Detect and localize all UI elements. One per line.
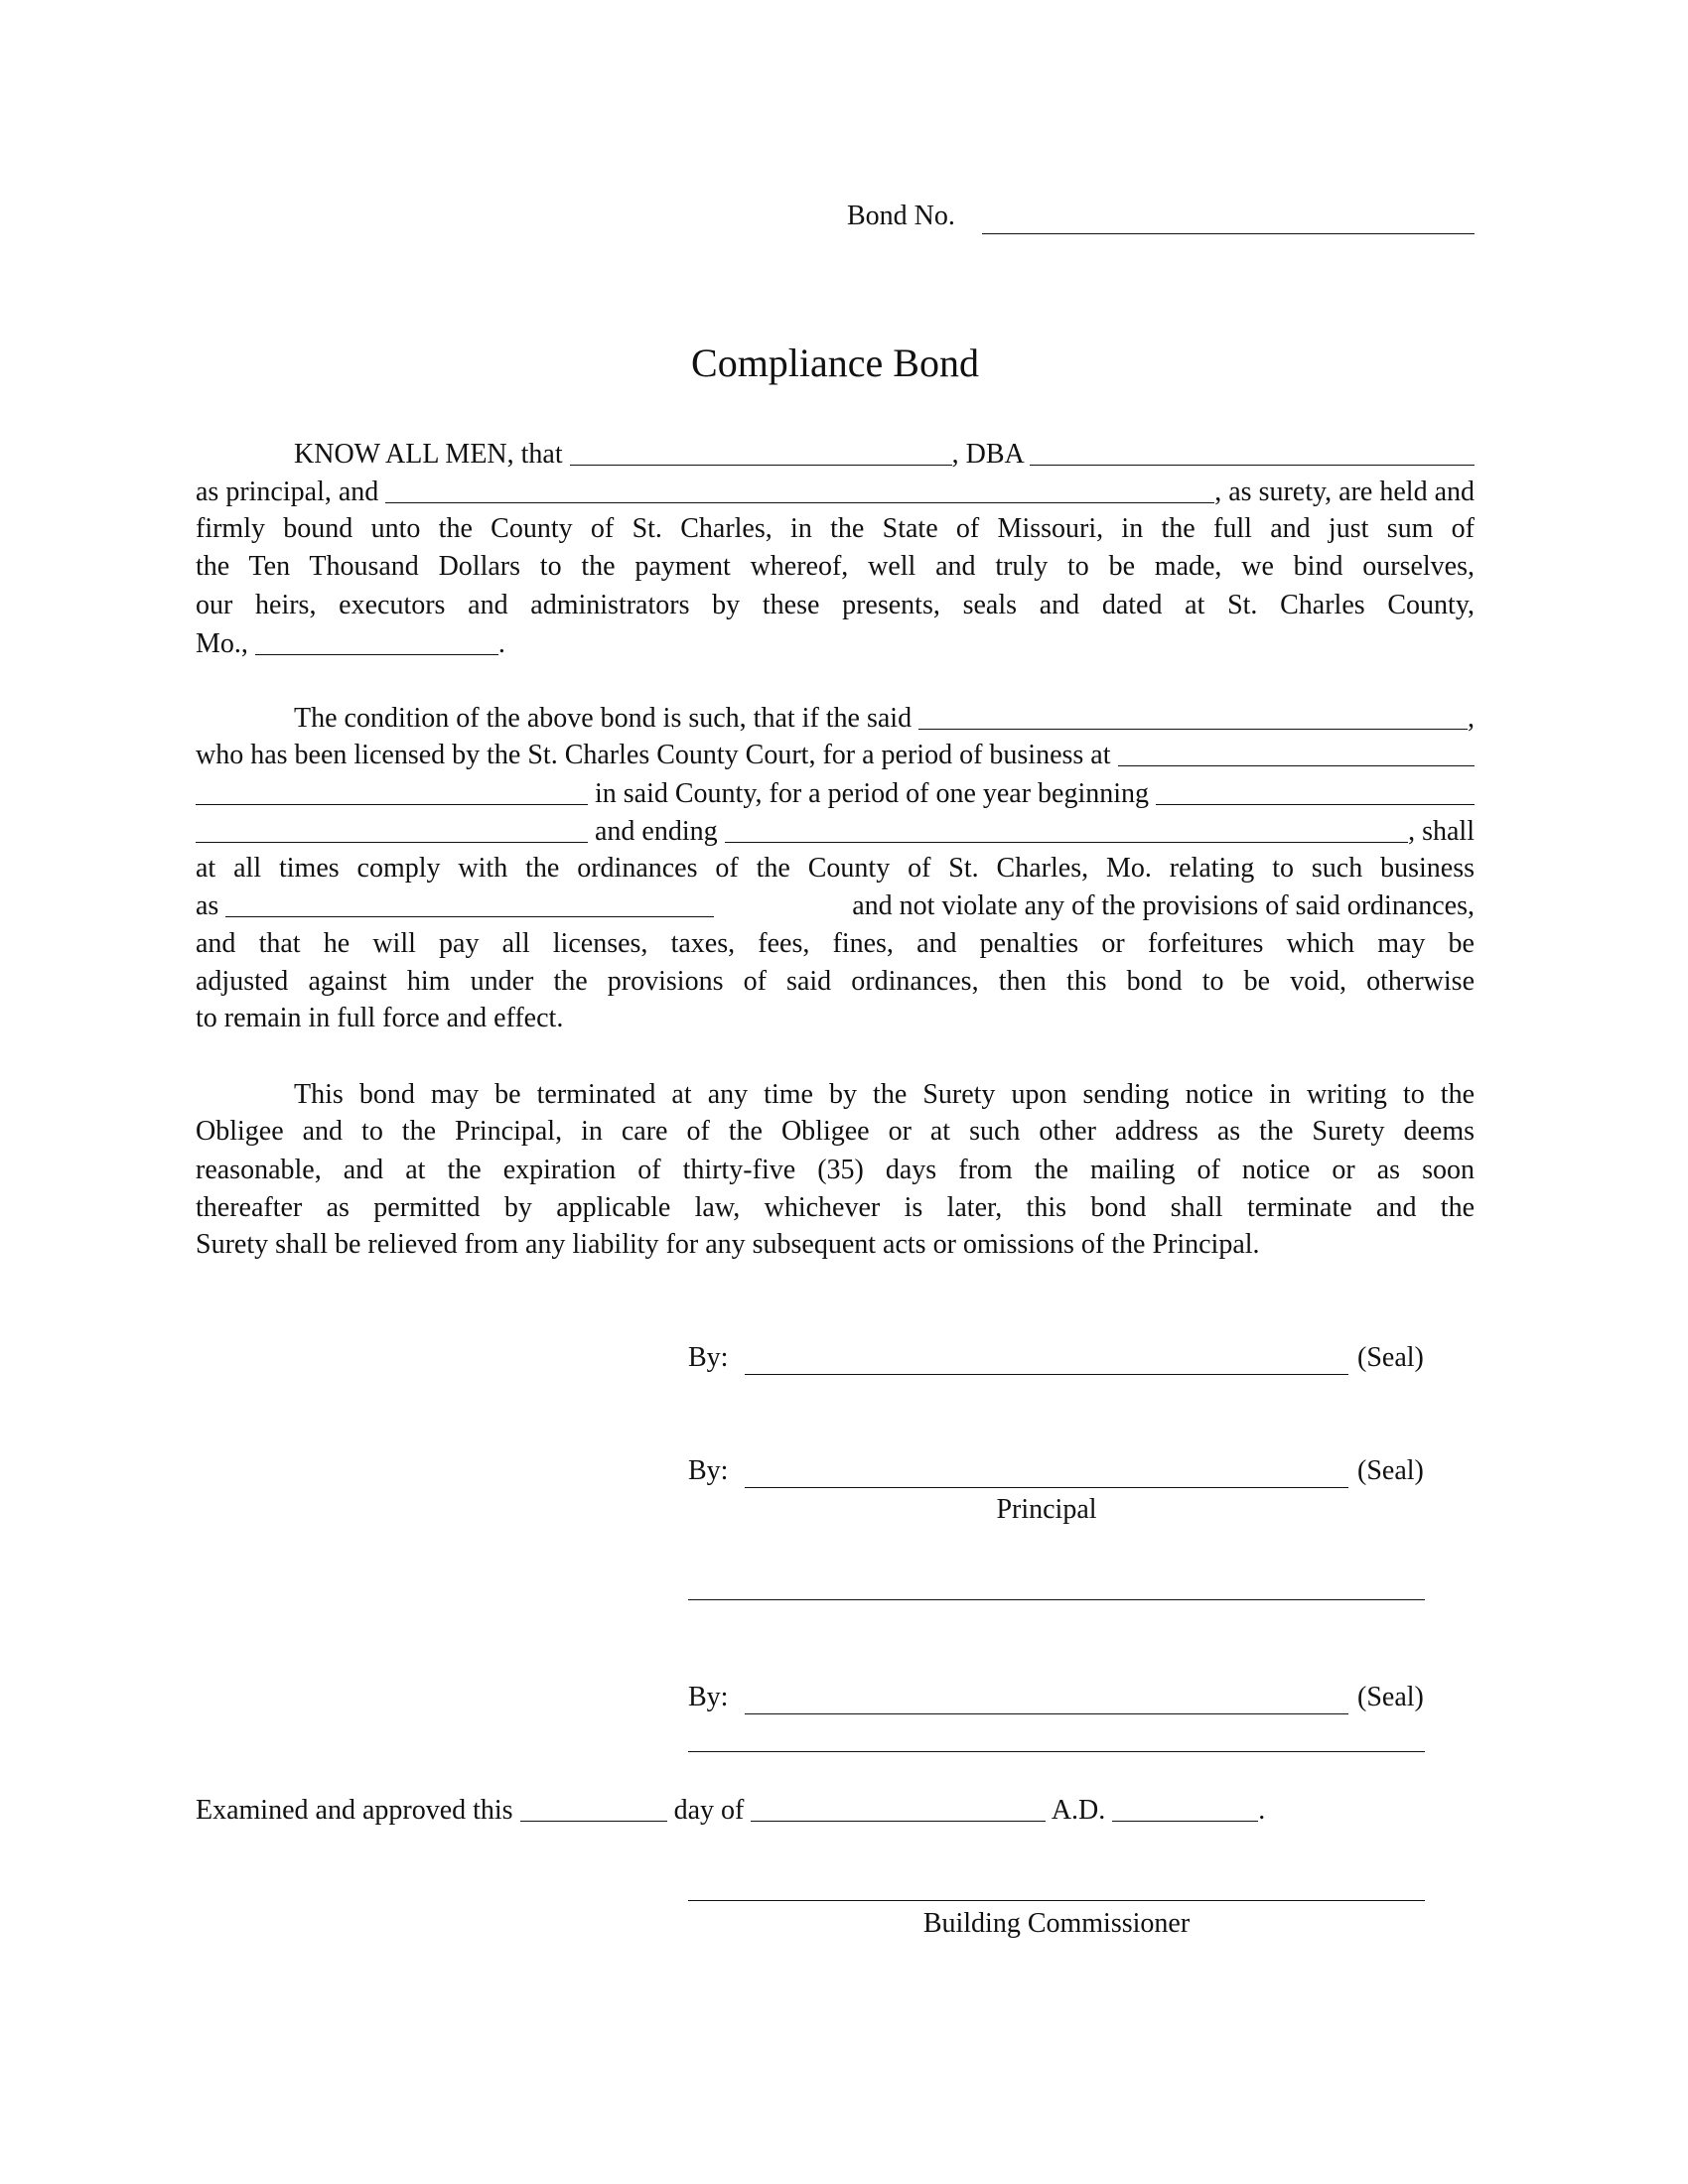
bond-no-field[interactable]: [982, 233, 1475, 234]
text: The condition of the above bond is such, that if the said: [294, 703, 919, 734]
seal-label-1: (Seal): [1357, 1342, 1424, 1373]
ending-date-field[interactable]: [725, 812, 1408, 843]
para2-line1: [196, 699, 1475, 739]
commissioner-label: Building Commissioner: [922, 1908, 1191, 1939]
surety-title-field[interactable]: [688, 1751, 1425, 1752]
approval-year-field[interactable]: [1112, 1791, 1258, 1822]
surety-field[interactable]: [385, 473, 1214, 503]
text: Examined and approved this: [196, 1795, 520, 1826]
by-label-3: By:: [688, 1682, 729, 1712]
para2-line3: [196, 774, 1475, 814]
business-address-field[interactable]: [1118, 736, 1476, 766]
principal-name-field[interactable]: [570, 435, 952, 466]
para3-line2: Obligee and to the Principal, in care of the Obligee or at such other address as the Surety deems: [196, 1116, 1475, 1147]
approval-month-field[interactable]: [751, 1791, 1046, 1822]
para3-line4: thereafter as permitted by applicable law, whichever is later, this bond shall terminate and the: [196, 1192, 1475, 1223]
approval-line: [196, 1791, 1265, 1831]
para2-line5: at all times comply with the ordinances of the County of St. Charles, Mo. relating to such business: [196, 853, 1475, 884]
document-title: Compliance Bond: [691, 341, 979, 385]
text: .: [497, 628, 505, 659]
para2-line9: to remain in full force and effect.: [196, 1003, 564, 1033]
text: day of: [666, 1795, 752, 1826]
beginning-date-field[interactable]: [1156, 774, 1475, 805]
beginning-date-field-2[interactable]: [196, 812, 588, 843]
signature-field-3[interactable]: [745, 1713, 1348, 1714]
para1-line4: the Ten Thousand Dollars to the payment whereof, well and truly to be made, we bind ourselves,: [196, 551, 1475, 582]
para2-line6: [196, 887, 1475, 926]
text: , DBA: [951, 439, 1031, 470]
approval-day-field[interactable]: [520, 1791, 667, 1822]
dba-field[interactable]: [1030, 435, 1475, 466]
licensee-field[interactable]: [918, 699, 1468, 730]
text: KNOW ALL MEN, that: [294, 439, 570, 470]
text: as: [196, 890, 226, 921]
business-address-field-2[interactable]: [196, 774, 588, 805]
text: .: [1258, 1795, 1266, 1826]
para2-line8: adjusted against him under the provisions of said ordinances, then this bond to be void, otherwise: [196, 966, 1475, 997]
para2-line2: [196, 736, 1475, 775]
text: and ending: [588, 816, 725, 847]
para3-line3: reasonable, and at the expiration of thirty-five (35) days from the mailing of notice or as soon: [196, 1155, 1475, 1185]
para1-line3: firmly bound unto the County of St. Charles, in the State of Missouri, in the full and just sum of: [196, 513, 1475, 544]
date-field[interactable]: [255, 624, 498, 655]
para2-line4: [196, 812, 1475, 852]
text: as principal, and: [196, 477, 386, 507]
text: , as surety, are held and: [1214, 477, 1475, 507]
para1-line2: [196, 473, 1475, 512]
text: A.D.: [1046, 1795, 1113, 1826]
para3-line5: Surety shall be relieved from any liability for any subsequent acts or omissions of the Principal.: [196, 1229, 1260, 1260]
para2-line7: and that he will pay all licenses, taxes, fees, fines, and penalties or forfeitures which may be: [196, 928, 1475, 959]
text: and not violate any of the provisions of said ordinances,: [845, 890, 1475, 921]
para1-line1: [196, 435, 1475, 475]
seal-label-2: (Seal): [1357, 1455, 1424, 1486]
commissioner-signature-field[interactable]: [688, 1900, 1425, 1901]
by-label-1: By:: [688, 1342, 729, 1373]
business-type-field[interactable]: [225, 887, 714, 917]
bond-no-label: Bond No.: [847, 201, 955, 231]
signature-field-2[interactable]: [745, 1487, 1348, 1488]
principal-label: Principal: [996, 1494, 1097, 1525]
text: who has been licensed by the St. Charles County Court, for a period of business at: [196, 740, 1118, 770]
text: Mo.,: [196, 628, 255, 659]
text: , shall: [1408, 816, 1475, 847]
surety-name-field[interactable]: [688, 1599, 1425, 1600]
by-label-2: By:: [688, 1455, 729, 1486]
text: ,: [1468, 703, 1475, 734]
para1-line6: [196, 624, 1475, 664]
text: in said County, for a period of one year beginning: [588, 778, 1157, 809]
signature-field-1[interactable]: [745, 1374, 1348, 1375]
para3-line1: This bond may be terminated at any time by the Surety upon sending notice in writing to the: [294, 1079, 1475, 1110]
seal-label-3: (Seal): [1357, 1682, 1424, 1712]
para1-line5: our heirs, executors and administrators by these presents, seals and dated at St. Charles County,: [196, 590, 1475, 620]
